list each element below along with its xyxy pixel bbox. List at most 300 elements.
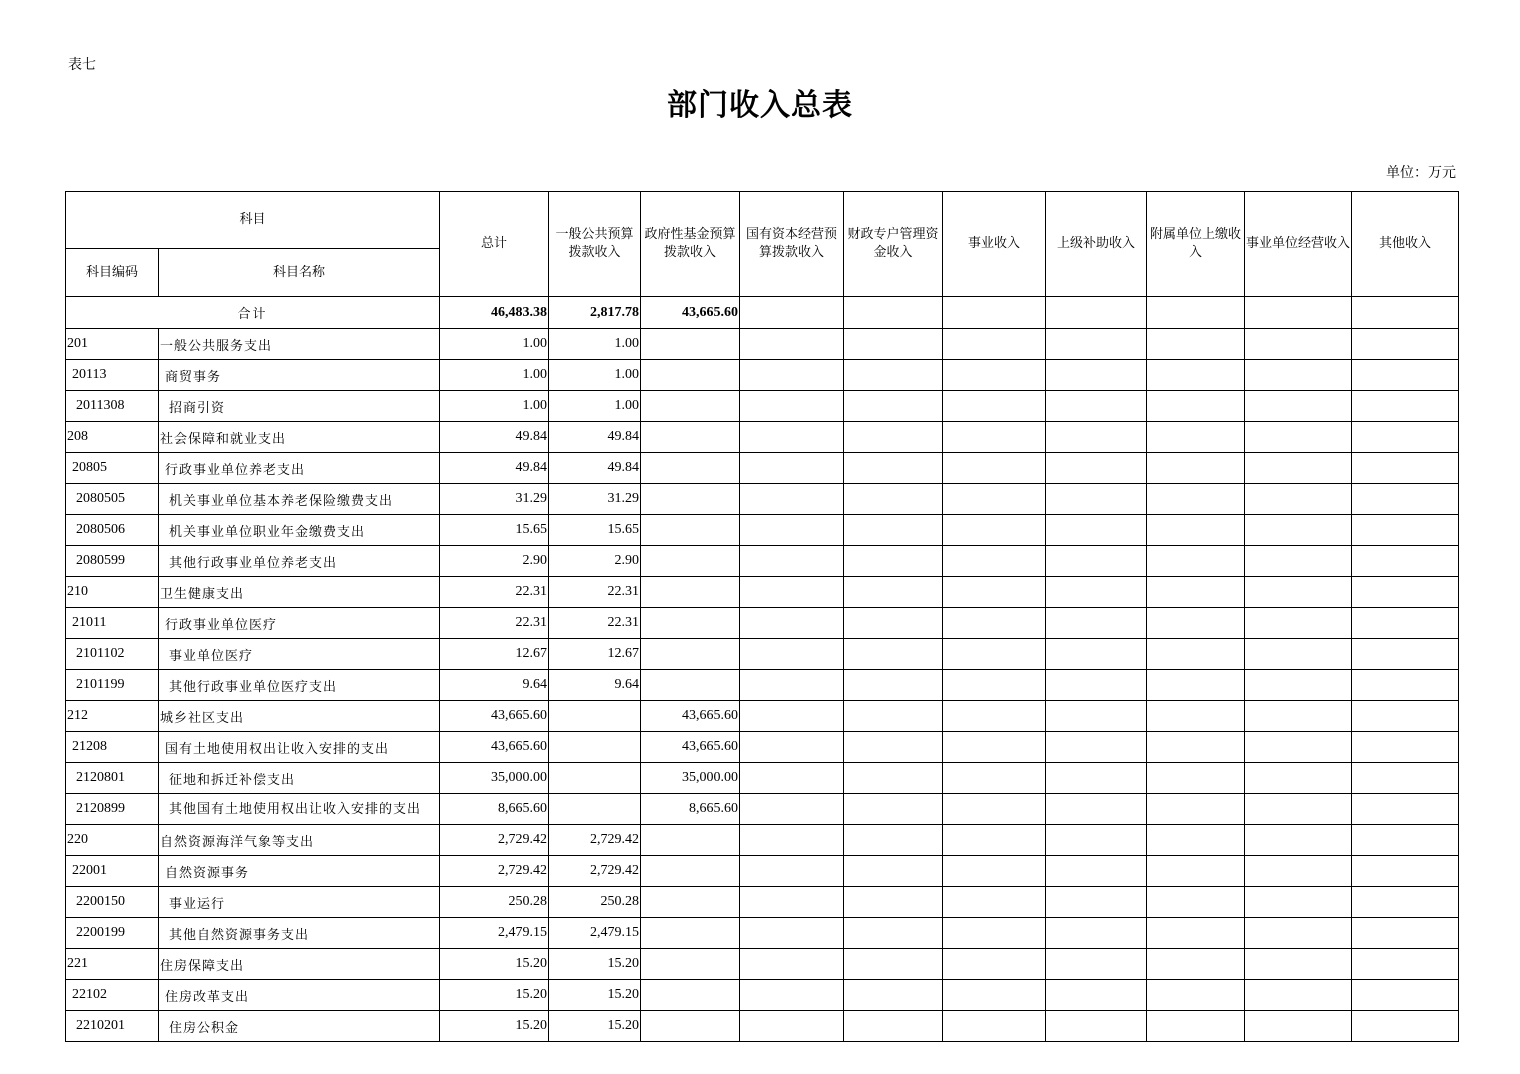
row-state-capital	[740, 360, 844, 391]
row-affiliated-payment	[1147, 732, 1245, 763]
row-business-income	[943, 391, 1046, 422]
header-special-account: 财政专户管理资金收入	[844, 192, 943, 297]
row-other-income	[1352, 701, 1459, 732]
row-total: 22.31	[440, 577, 549, 608]
row-total: 1.00	[440, 391, 549, 422]
row-special-account	[844, 949, 943, 980]
row-code: 2011308	[66, 391, 159, 422]
row-superior-subsidy	[1046, 794, 1147, 825]
row-affiliated-payment	[1147, 422, 1245, 453]
row-special-account	[844, 360, 943, 391]
row-operating-income	[1245, 639, 1352, 670]
row-total: 2.90	[440, 546, 549, 577]
income-table	[65, 191, 1459, 1042]
row-special-account	[844, 422, 943, 453]
row-total: 15.65	[440, 515, 549, 546]
row-affiliated-payment	[1147, 360, 1245, 391]
row-total: 12.67	[440, 639, 549, 670]
row-operating-income	[1245, 329, 1352, 360]
row-business-income	[943, 949, 1046, 980]
row-code: 2120899	[66, 794, 159, 825]
row-name: 社会保障和就业支出	[159, 422, 440, 453]
row-affiliated-payment	[1147, 577, 1245, 608]
table-row	[66, 949, 1459, 980]
row-other-income	[1352, 639, 1459, 670]
row-general-budget: 22.31	[549, 608, 641, 639]
row-special-account	[844, 1011, 943, 1042]
row-other-income	[1352, 794, 1459, 825]
row-other-income	[1352, 360, 1459, 391]
row-gov-fund	[641, 949, 740, 980]
row-state-capital	[740, 639, 844, 670]
row-other-income	[1352, 732, 1459, 763]
row-total: 1.00	[440, 360, 549, 391]
row-general-budget: 15.20	[549, 1011, 641, 1042]
row-affiliated-payment	[1147, 608, 1245, 639]
row-gov-fund	[641, 918, 740, 949]
row-general-budget: 1.00	[549, 360, 641, 391]
row-special-account	[844, 670, 943, 701]
header-gov-fund: 政府性基金预算拨款收入	[641, 192, 740, 297]
table-row	[66, 422, 1459, 453]
row-other-income	[1352, 546, 1459, 577]
row-general-budget: 2,479.15	[549, 918, 641, 949]
total-affiliated-payment	[1147, 297, 1245, 329]
row-business-income	[943, 980, 1046, 1011]
row-state-capital	[740, 887, 844, 918]
row-code: 21208	[66, 732, 159, 763]
row-total: 31.29	[440, 484, 549, 515]
page-title: 部门收入总表	[667, 88, 853, 123]
row-business-income	[943, 701, 1046, 732]
row-other-income	[1352, 515, 1459, 546]
row-other-income	[1352, 608, 1459, 639]
row-state-capital	[740, 670, 844, 701]
row-general-budget: 15.20	[549, 949, 641, 980]
row-general-budget: 250.28	[549, 887, 641, 918]
row-superior-subsidy	[1046, 484, 1147, 515]
row-gov-fund	[641, 825, 740, 856]
row-superior-subsidy	[1046, 329, 1147, 360]
row-special-account	[844, 732, 943, 763]
row-gov-fund	[641, 453, 740, 484]
row-special-account	[844, 546, 943, 577]
row-operating-income	[1245, 825, 1352, 856]
row-code: 221	[66, 949, 159, 980]
row-business-income	[943, 484, 1046, 515]
row-total: 43,665.60	[440, 701, 549, 732]
row-code: 201	[66, 329, 159, 360]
header-affiliated-payment: 附属单位上缴收入	[1147, 192, 1245, 297]
row-affiliated-payment	[1147, 825, 1245, 856]
row-affiliated-payment	[1147, 546, 1245, 577]
row-name: 其他行政事业单位医疗支出	[159, 670, 440, 701]
row-business-income	[943, 360, 1046, 391]
row-code: 212	[66, 701, 159, 732]
table-row	[66, 577, 1459, 608]
row-business-income	[943, 608, 1046, 639]
row-gov-fund	[641, 856, 740, 887]
row-total: 43,665.60	[440, 732, 549, 763]
row-gov-fund	[641, 360, 740, 391]
row-operating-income	[1245, 980, 1352, 1011]
row-general-budget	[549, 794, 641, 825]
row-superior-subsidy	[1046, 453, 1147, 484]
row-superior-subsidy	[1046, 515, 1147, 546]
row-general-budget: 2.90	[549, 546, 641, 577]
row-code: 2080599	[66, 546, 159, 577]
row-name: 自然资源海洋气象等支出	[159, 825, 440, 856]
row-code: 208	[66, 422, 159, 453]
row-affiliated-payment	[1147, 670, 1245, 701]
row-name: 其他国有土地使用权出让收入安排的支出	[159, 794, 440, 825]
row-business-income	[943, 577, 1046, 608]
header-business-income: 事业收入	[943, 192, 1046, 297]
row-general-budget: 1.00	[549, 329, 641, 360]
row-superior-subsidy	[1046, 856, 1147, 887]
row-gov-fund	[641, 422, 740, 453]
row-state-capital	[740, 701, 844, 732]
row-operating-income	[1245, 360, 1352, 391]
total-general-budget: 2,817.78	[549, 297, 641, 329]
row-operating-income	[1245, 608, 1352, 639]
row-business-income	[943, 1011, 1046, 1042]
row-business-income	[943, 763, 1046, 794]
table-number: 表七	[68, 57, 96, 73]
row-business-income	[943, 856, 1046, 887]
row-other-income	[1352, 887, 1459, 918]
row-business-income	[943, 422, 1046, 453]
row-state-capital	[740, 422, 844, 453]
table-row	[66, 763, 1459, 794]
row-special-account	[844, 980, 943, 1011]
row-superior-subsidy	[1046, 1011, 1147, 1042]
row-affiliated-payment	[1147, 763, 1245, 794]
row-operating-income	[1245, 1011, 1352, 1042]
total-business-income	[943, 297, 1046, 329]
row-total: 2,479.15	[440, 918, 549, 949]
row-total: 15.20	[440, 949, 549, 980]
row-operating-income	[1245, 701, 1352, 732]
row-other-income	[1352, 329, 1459, 360]
total-other-income	[1352, 297, 1459, 329]
total-sum: 46,483.38	[440, 297, 549, 329]
row-gov-fund	[641, 515, 740, 546]
row-gov-fund	[641, 329, 740, 360]
row-superior-subsidy	[1046, 546, 1147, 577]
row-other-income	[1352, 918, 1459, 949]
row-state-capital	[740, 391, 844, 422]
header-total: 总计	[440, 192, 549, 297]
row-name: 卫生健康支出	[159, 577, 440, 608]
row-special-account	[844, 825, 943, 856]
row-special-account	[844, 763, 943, 794]
header-subject: 科目	[66, 192, 440, 249]
row-affiliated-payment	[1147, 453, 1245, 484]
table-row	[66, 639, 1459, 670]
row-special-account	[844, 484, 943, 515]
row-operating-income	[1245, 391, 1352, 422]
row-name: 一般公共服务支出	[159, 329, 440, 360]
row-general-budget: 12.67	[549, 639, 641, 670]
table-row	[66, 546, 1459, 577]
row-code: 22102	[66, 980, 159, 1011]
row-total: 35,000.00	[440, 763, 549, 794]
row-name: 住房改革支出	[159, 980, 440, 1011]
table-row	[66, 484, 1459, 515]
row-operating-income	[1245, 732, 1352, 763]
row-affiliated-payment	[1147, 887, 1245, 918]
row-name: 商贸事务	[159, 360, 440, 391]
row-name: 事业单位医疗	[159, 639, 440, 670]
row-business-income	[943, 732, 1046, 763]
row-total: 8,665.60	[440, 794, 549, 825]
row-code: 2120801	[66, 763, 159, 794]
row-code: 2200150	[66, 887, 159, 918]
row-business-income	[943, 329, 1046, 360]
row-operating-income	[1245, 577, 1352, 608]
table-row	[66, 825, 1459, 856]
row-total: 49.84	[440, 422, 549, 453]
row-name: 行政事业单位养老支出	[159, 453, 440, 484]
row-name: 城乡社区支出	[159, 701, 440, 732]
table-row	[66, 515, 1459, 546]
row-general-budget: 15.65	[549, 515, 641, 546]
row-superior-subsidy	[1046, 887, 1147, 918]
unit-label: 单位：万元	[1386, 165, 1456, 181]
row-gov-fund	[641, 639, 740, 670]
total-row	[66, 297, 1459, 329]
row-business-income	[943, 546, 1046, 577]
header-superior-subsidy: 上级补助收入	[1046, 192, 1147, 297]
row-business-income	[943, 515, 1046, 546]
row-code: 2101102	[66, 639, 159, 670]
row-affiliated-payment	[1147, 639, 1245, 670]
row-state-capital	[740, 763, 844, 794]
row-affiliated-payment	[1147, 949, 1245, 980]
row-state-capital	[740, 1011, 844, 1042]
row-special-account	[844, 701, 943, 732]
row-state-capital	[740, 856, 844, 887]
header-state-capital: 国有资本经营预算拨款收入	[740, 192, 844, 297]
row-name: 事业运行	[159, 887, 440, 918]
total-operating-income	[1245, 297, 1352, 329]
row-gov-fund	[641, 484, 740, 515]
row-special-account	[844, 391, 943, 422]
table-row	[66, 453, 1459, 484]
row-code: 220	[66, 825, 159, 856]
row-other-income	[1352, 856, 1459, 887]
row-superior-subsidy	[1046, 670, 1147, 701]
row-other-income	[1352, 391, 1459, 422]
row-gov-fund	[641, 1011, 740, 1042]
row-operating-income	[1245, 763, 1352, 794]
row-superior-subsidy	[1046, 763, 1147, 794]
row-other-income	[1352, 1011, 1459, 1042]
row-name: 住房公积金	[159, 1011, 440, 1042]
row-superior-subsidy	[1046, 980, 1147, 1011]
row-business-income	[943, 825, 1046, 856]
row-state-capital	[740, 484, 844, 515]
row-total: 15.20	[440, 1011, 549, 1042]
table-row	[66, 391, 1459, 422]
row-name: 其他自然资源事务支出	[159, 918, 440, 949]
table-row	[66, 670, 1459, 701]
table-row	[66, 980, 1459, 1011]
row-state-capital	[740, 918, 844, 949]
total-label: 合计	[66, 297, 440, 329]
table-row	[66, 794, 1459, 825]
row-operating-income	[1245, 918, 1352, 949]
total-state-capital	[740, 297, 844, 329]
row-special-account	[844, 794, 943, 825]
row-name: 机关事业单位基本养老保险缴费支出	[159, 484, 440, 515]
row-special-account	[844, 577, 943, 608]
row-total: 9.64	[440, 670, 549, 701]
row-total: 250.28	[440, 887, 549, 918]
row-code: 21011	[66, 608, 159, 639]
row-gov-fund: 43,665.60	[641, 701, 740, 732]
row-general-budget: 2,729.42	[549, 856, 641, 887]
row-superior-subsidy	[1046, 391, 1147, 422]
header-other-income: 其他收入	[1352, 192, 1459, 297]
row-special-account	[844, 515, 943, 546]
row-affiliated-payment	[1147, 1011, 1245, 1042]
row-affiliated-payment	[1147, 794, 1245, 825]
row-business-income	[943, 887, 1046, 918]
row-name: 自然资源事务	[159, 856, 440, 887]
row-name: 其他行政事业单位养老支出	[159, 546, 440, 577]
row-business-income	[943, 670, 1046, 701]
row-other-income	[1352, 980, 1459, 1011]
row-affiliated-payment	[1147, 329, 1245, 360]
row-business-income	[943, 639, 1046, 670]
row-special-account	[844, 918, 943, 949]
row-state-capital	[740, 577, 844, 608]
row-code: 2200199	[66, 918, 159, 949]
total-gov-fund: 43,665.60	[641, 297, 740, 329]
row-state-capital	[740, 825, 844, 856]
row-affiliated-payment	[1147, 391, 1245, 422]
row-general-budget: 22.31	[549, 577, 641, 608]
table-row	[66, 918, 1459, 949]
row-general-budget: 2,729.42	[549, 825, 641, 856]
total-superior-subsidy	[1046, 297, 1147, 329]
row-total: 15.20	[440, 980, 549, 1011]
row-superior-subsidy	[1046, 918, 1147, 949]
row-operating-income	[1245, 856, 1352, 887]
row-gov-fund	[641, 670, 740, 701]
table-row	[66, 732, 1459, 763]
row-name: 招商引资	[159, 391, 440, 422]
row-name: 机关事业单位职业年金缴费支出	[159, 515, 440, 546]
row-gov-fund	[641, 546, 740, 577]
row-code: 20113	[66, 360, 159, 391]
row-general-budget: 9.64	[549, 670, 641, 701]
row-state-capital	[740, 794, 844, 825]
row-general-budget: 49.84	[549, 422, 641, 453]
row-superior-subsidy	[1046, 422, 1147, 453]
row-state-capital	[740, 453, 844, 484]
row-superior-subsidy	[1046, 732, 1147, 763]
row-state-capital	[740, 608, 844, 639]
row-code: 2080506	[66, 515, 159, 546]
row-state-capital	[740, 515, 844, 546]
row-general-budget: 49.84	[549, 453, 641, 484]
row-other-income	[1352, 484, 1459, 515]
row-name: 住房保障支出	[159, 949, 440, 980]
row-operating-income	[1245, 670, 1352, 701]
row-general-budget	[549, 701, 641, 732]
row-business-income	[943, 453, 1046, 484]
row-superior-subsidy	[1046, 608, 1147, 639]
row-other-income	[1352, 422, 1459, 453]
row-general-budget	[549, 763, 641, 794]
header-code: 科目编码	[66, 249, 159, 297]
row-affiliated-payment	[1147, 856, 1245, 887]
header-operating-income: 事业单位经营收入	[1245, 192, 1352, 297]
row-superior-subsidy	[1046, 639, 1147, 670]
row-operating-income	[1245, 515, 1352, 546]
row-gov-fund	[641, 608, 740, 639]
row-other-income	[1352, 577, 1459, 608]
row-affiliated-payment	[1147, 701, 1245, 732]
row-special-account	[844, 856, 943, 887]
header-name: 科目名称	[159, 249, 440, 297]
row-affiliated-payment	[1147, 515, 1245, 546]
table-row	[66, 887, 1459, 918]
row-operating-income	[1245, 546, 1352, 577]
row-name: 国有土地使用权出让收入安排的支出	[159, 732, 440, 763]
row-code: 2210201	[66, 1011, 159, 1042]
row-gov-fund: 8,665.60	[641, 794, 740, 825]
row-operating-income	[1245, 484, 1352, 515]
row-total: 2,729.42	[440, 856, 549, 887]
row-state-capital	[740, 329, 844, 360]
row-operating-income	[1245, 422, 1352, 453]
row-gov-fund	[641, 887, 740, 918]
row-superior-subsidy	[1046, 825, 1147, 856]
table-row	[66, 608, 1459, 639]
row-other-income	[1352, 949, 1459, 980]
row-state-capital	[740, 949, 844, 980]
row-code: 20805	[66, 453, 159, 484]
row-gov-fund	[641, 980, 740, 1011]
row-other-income	[1352, 825, 1459, 856]
row-total: 1.00	[440, 329, 549, 360]
row-special-account	[844, 887, 943, 918]
row-operating-income	[1245, 887, 1352, 918]
row-code: 22001	[66, 856, 159, 887]
row-superior-subsidy	[1046, 949, 1147, 980]
table-row	[66, 701, 1459, 732]
row-name: 征地和拆迁补偿支出	[159, 763, 440, 794]
row-gov-fund	[641, 577, 740, 608]
row-code: 2080505	[66, 484, 159, 515]
row-affiliated-payment	[1147, 980, 1245, 1011]
total-special-account	[844, 297, 943, 329]
header-general-budget: 一般公共预算拨款收入	[549, 192, 641, 297]
row-other-income	[1352, 763, 1459, 794]
table-row	[66, 360, 1459, 391]
row-code: 2101199	[66, 670, 159, 701]
row-gov-fund: 43,665.60	[641, 732, 740, 763]
row-gov-fund: 35,000.00	[641, 763, 740, 794]
row-gov-fund	[641, 391, 740, 422]
row-total: 22.31	[440, 608, 549, 639]
row-name: 行政事业单位医疗	[159, 608, 440, 639]
row-special-account	[844, 608, 943, 639]
